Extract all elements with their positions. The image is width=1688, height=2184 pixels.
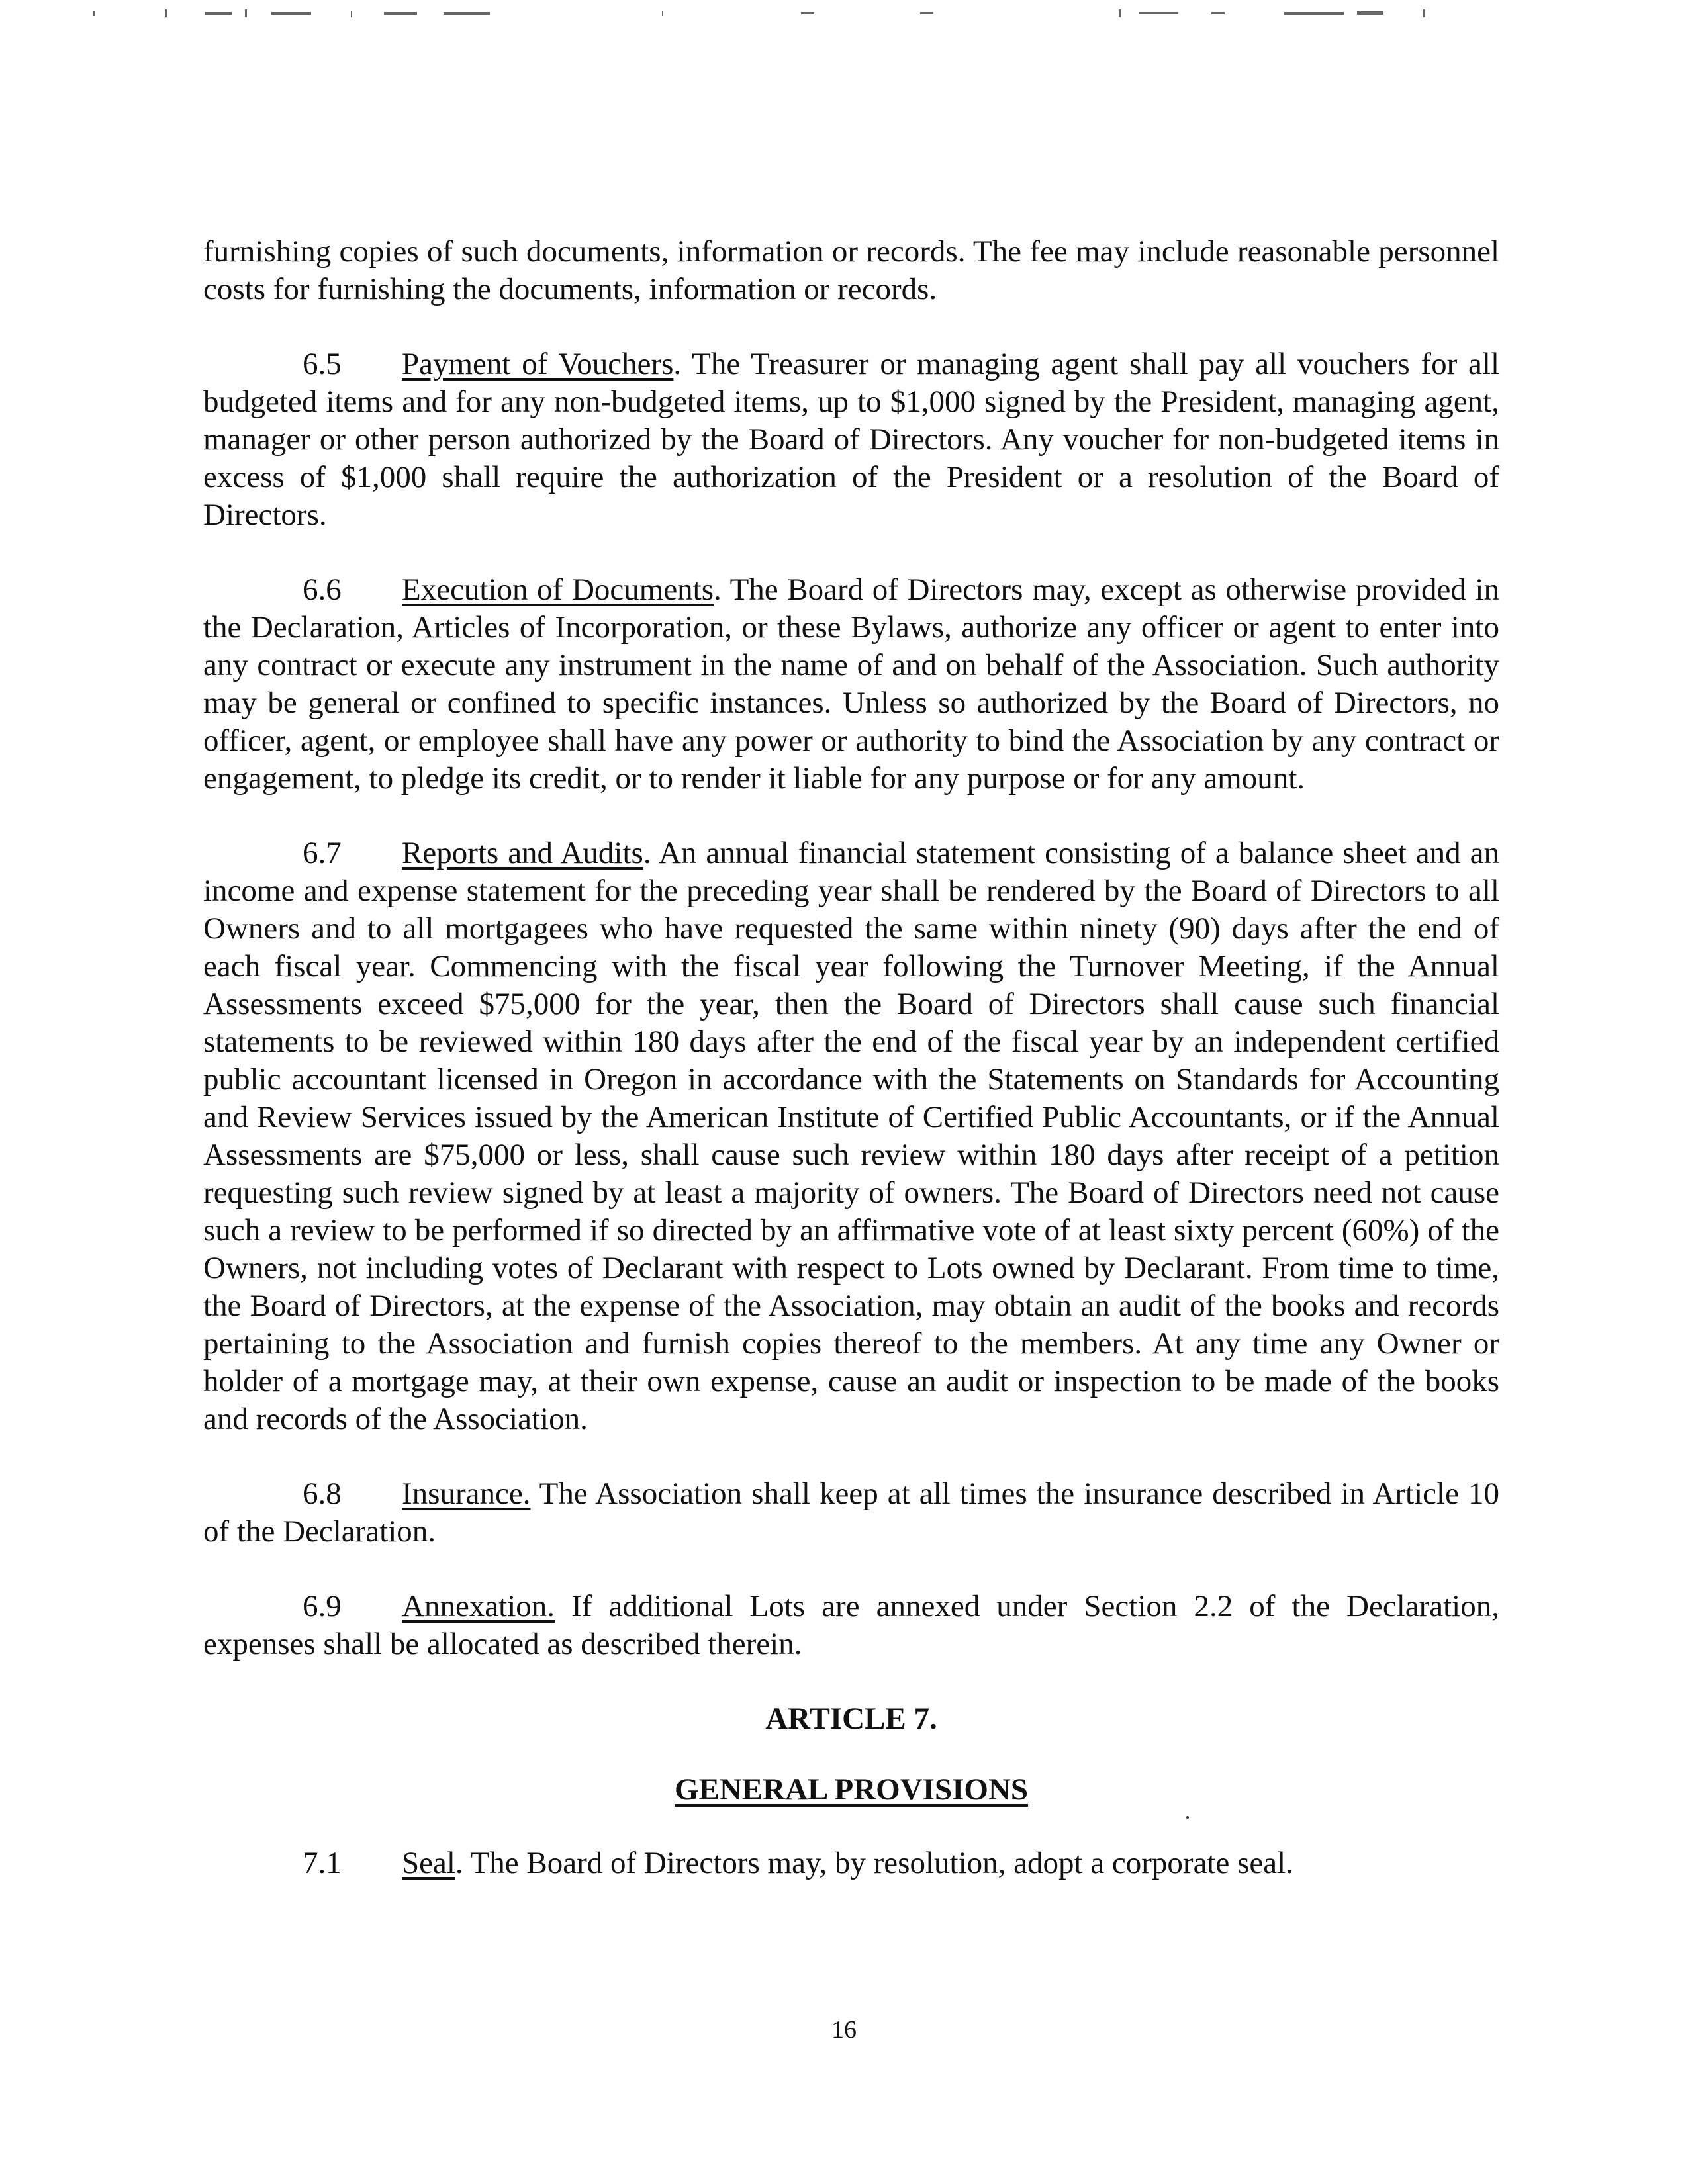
section-heading-punct: . — [455, 1846, 463, 1880]
section-heading: Execution of Documents — [402, 572, 714, 607]
article-subtitle: GENERAL PROVISIONS — [674, 1772, 1029, 1807]
section-number: 7.1 — [303, 1846, 342, 1880]
section-heading: Seal — [402, 1846, 455, 1880]
section-6-7 — [203, 835, 1499, 1438]
section-number: 6.7 — [303, 836, 342, 870]
section-heading: Payment of Vouchers — [402, 347, 674, 381]
section-heading: Annexation. — [402, 1589, 555, 1623]
section-heading-punct: . — [643, 836, 651, 870]
scan-speck — [1186, 1816, 1189, 1819]
section-body: The Board of Directors may, except as otherwise provided in the Declaration, Articles of Incorporation, or these Bylaws, authorize any officer or agent to enter into any contract or execute any instrument in the name of and on behalf of the Association. Such authority may be general or confined to specific instances. Unless so authorized by the Board of Directors, no officer, agent, or employee shall have any power or authority to bind the Association by any contract or engagement, to pledge its credit, or to render it liable for any purpose or for any amount. — [203, 572, 1499, 796]
section-body: The Association shall keep at all times the insurance described in Article 10 of the Declaration. — [203, 1477, 1499, 1549]
section-6-9 — [203, 1588, 1499, 1663]
section-6-5 — [203, 345, 1499, 534]
page-number: 16 — [831, 2016, 857, 2044]
section-heading: Insurance. — [402, 1477, 531, 1511]
section-number: 6.5 — [303, 347, 342, 381]
section-number: 6.8 — [303, 1477, 342, 1511]
intro-paragraph: furnishing copies of such documents, information or records. The fee may include reasonable personnel costs for furnishing the documents, information or records. — [203, 234, 1499, 306]
scan-artifact-strip — [73, 7, 1463, 20]
section-body: If additional Lots are annexed under Section 2.2 of the Declaration, expenses shall be allocated as described therein. — [203, 1589, 1499, 1661]
section-6-6 — [203, 571, 1499, 797]
section-heading-punct: . — [673, 347, 682, 381]
article-title: ARTICLE 7. — [765, 1702, 937, 1736]
document-body — [203, 233, 1499, 1919]
section-body: An annual financial statement consisting of a balance sheet and an income and expense statement for the preceding year shall be rendered by the Board of Directors to all Owners and to all mortgagees who have requested the same within ninety (90) days after the end of each fiscal year. Commencing with the fiscal year following the Turnover Meeting, if the Annual Assessments exceed $75,000 for the year, then the Board of Directors shall cause such financial statements to be reviewed within 180 days after the end of the fiscal year by an independent certified public accountant licensed in Oregon in accordance with the Statements on Standards for Accounting and Review Services issued by the American Institute of Certified Public Accountants, or if the Annual Assessments are $75,000 or less, shall cause such review within 180 days after receipt of a petition requesting such review signed by at least a majority of owners. The Board of Directors need not cause such a review to be performed if so directed by an affirmative vote of at least sixty percent (60%) of the Owners, not including votes of Declarant with respect to Lots owned by Declarant. From time to time, the Board of Directors, at the expense of the Association, may obtain an audit of the books and records pertaining to the Association and furnish copies thereof to the members. At any time any Owner or holder of a mortgage may, at their own expense, cause an audit or inspection to be made of the books and records of the Association. — [203, 836, 1499, 1436]
section-heading: Reports and Audits — [402, 836, 643, 870]
section-7-1 — [203, 1844, 1499, 1882]
section-body: The Board of Directors may, by resolution, adopt a corporate seal. — [463, 1846, 1293, 1880]
section-body: The Treasurer or managing agent shall pay all vouchers for all budgeted items and for any non-budgeted items, up to $1,000 signed by the President, managing agent, manager or other person authorized by the Board of Directors. Any voucher for non-budgeted items in excess of $1,000 shall require the authorization of the President or a resolution of the Board of Directors. — [203, 347, 1499, 532]
section-number: 6.6 — [303, 572, 342, 607]
section-number: 6.9 — [303, 1589, 342, 1623]
section-6-8 — [203, 1475, 1499, 1551]
section-heading-punct: . — [714, 572, 722, 607]
